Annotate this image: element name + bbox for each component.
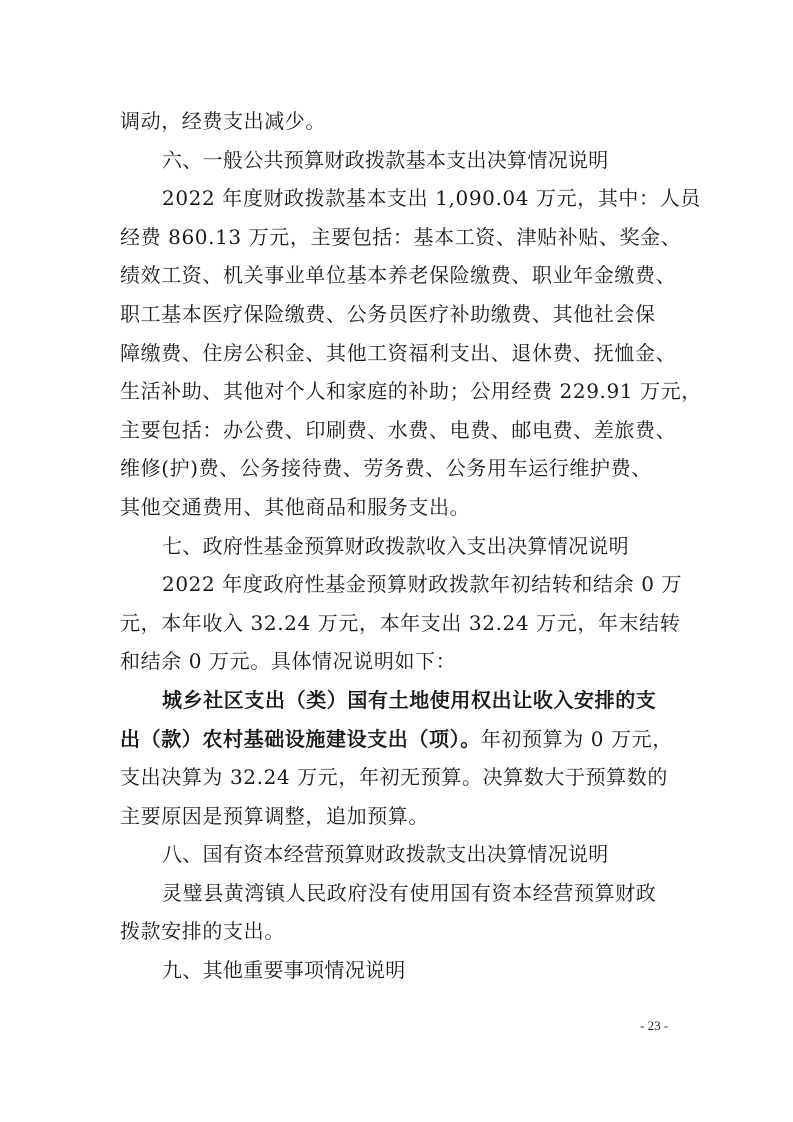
paragraph-line: 支出决算为 32.24 万元，年初无预算。决算数大于预算数的 [120, 765, 668, 790]
paragraph-text: 年初预算为 0 万元， [480, 726, 673, 751]
section-heading-7: 七、政府性基金预算财政拨款收入支出决算情况说明 [162, 533, 629, 558]
bold-item-title: 城乡社区支出（类）国有土地使用权出让收入安排的支 [162, 687, 657, 712]
paragraph-line: 主要原因是预算调整，追加预算。 [120, 803, 429, 828]
paragraph-line: 维修(护)费、公务接待费、劳务费、公务用车运行维护费、 [120, 456, 652, 481]
bold-item-title-end: 出（款）农村基础设施建设支出（项）。 [120, 726, 481, 751]
paragraph-line: 元，本年收入 32.24 万元，本年支出 32.24 万元，年末结转 [120, 610, 681, 635]
paragraph-line: 拨款安排的支出。 [120, 919, 285, 944]
paragraph-line: 和结余 0 万元。具体情况说明如下： [120, 649, 457, 674]
paragraph-line: 经费 860.13 万元，主要包括：基本工资、津贴补贴、奖金、 [120, 224, 682, 249]
section-heading-9: 九、其他重要事项情况说明 [162, 958, 406, 983]
paragraph-line-mixed [120, 720, 680, 759]
paragraph-line: 生活补助、其他对个人和家庭的补助；公用经费 229.91 万元， [120, 379, 702, 404]
paragraph-line: 2022 年度财政拨款基本支出 1,090.04 万元，其中：人员 [162, 186, 701, 211]
paragraph-line: 其他交通费用、其他商品和服务支出。 [120, 494, 471, 519]
paragraph-line: 调动，经费支出减少。 [120, 109, 326, 133]
paragraph-line: 灵璧县黄湾镇人民政府没有使用国有资本经营预算财政 [162, 880, 657, 905]
document-body [120, 102, 702, 990]
paragraph-line: 绩效工资、机关事业单位基本养老保险缴费、职业年金缴费、 [120, 263, 677, 288]
paragraph-line: 2022 年度政府性基金预算财政拨款年初结转和结余 0 万 [162, 572, 683, 597]
page-number: - 23 - [640, 1018, 669, 1033]
section-heading-8: 八、国有资本经营预算财政拨款支出决算情况说明 [162, 842, 609, 867]
section-heading-6: 六、一般公共预算财政拨款基本支出决算情况说明 [162, 147, 609, 172]
paragraph-line: 主要包括：办公费、印刷费、水费、电费、邮电费、差旅费、 [120, 417, 677, 442]
paragraph-line: 障缴费、住房公积金、其他工资福利支出、退休费、抚恤金、 [120, 340, 677, 365]
paragraph-line: 职工基本医疗保险缴费、公务员医疗补助缴费、其他社会保 [120, 301, 656, 326]
